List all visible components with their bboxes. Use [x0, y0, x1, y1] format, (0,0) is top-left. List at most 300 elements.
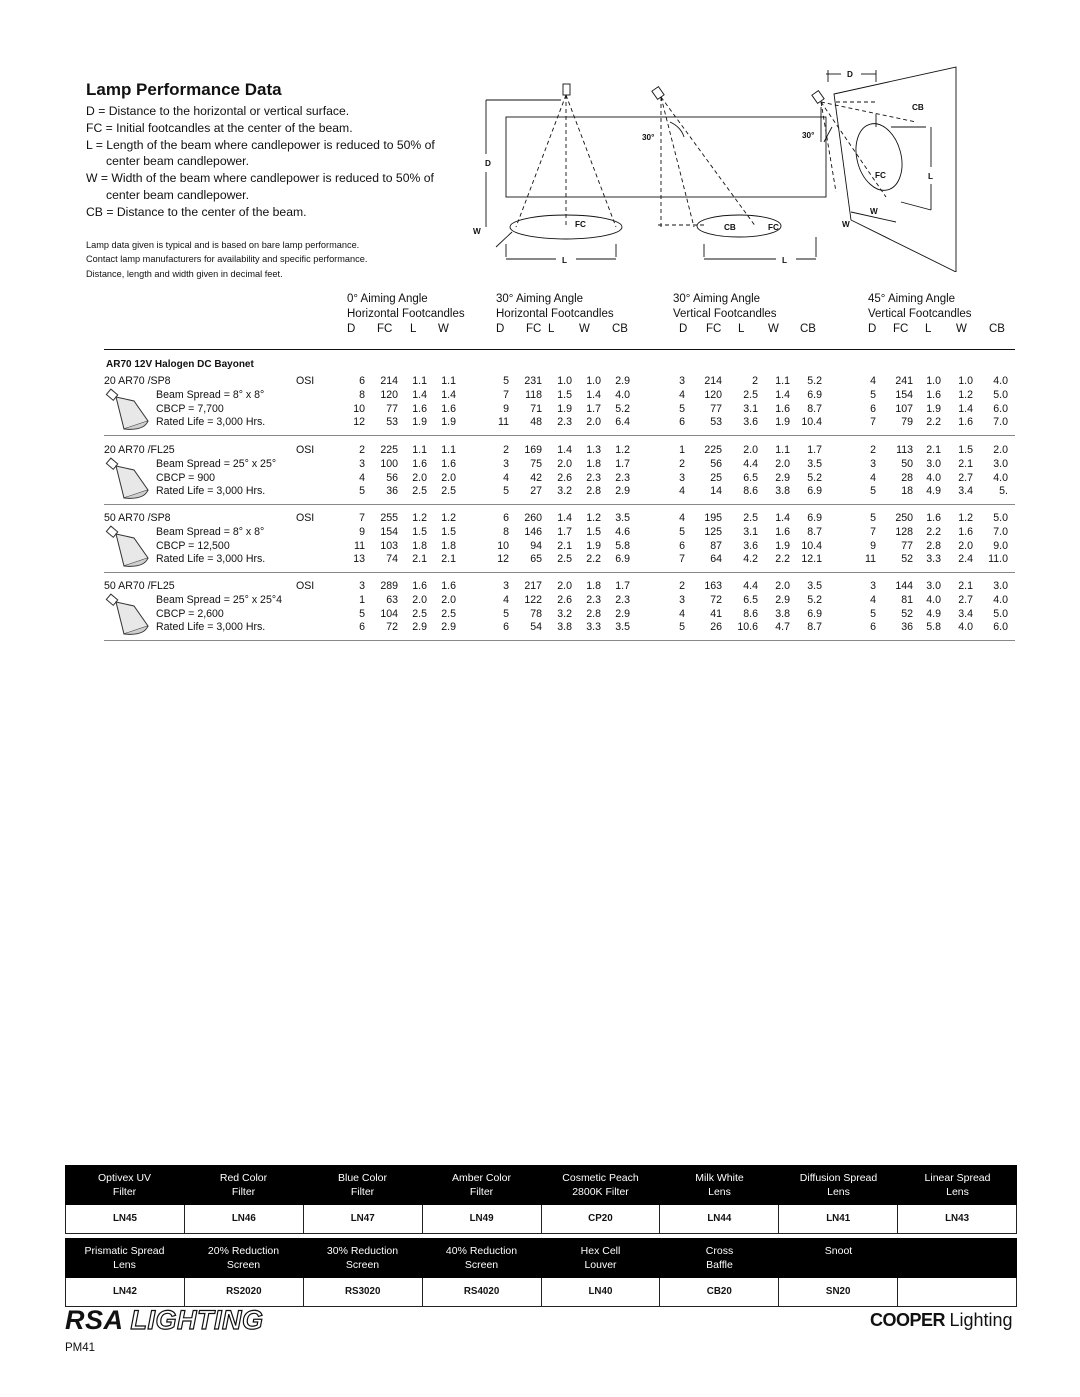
table-cell: 78 [530, 607, 542, 620]
note-line: Contact lamp manufacturers for availability and specific performance. [86, 254, 368, 265]
table-cell: 1.2 [958, 512, 973, 524]
table-cell: 1.0 [958, 375, 973, 387]
table-cell: 5 [870, 388, 876, 401]
table-cell: 11 [498, 416, 509, 429]
table-cell: 1.4 [441, 388, 456, 401]
table-cell: 4 [870, 471, 876, 484]
table-cell: 1.8 [412, 539, 427, 552]
table-cell: 14 [710, 485, 722, 498]
table-cell: 94 [530, 539, 542, 552]
table-cell: 1.7 [557, 525, 572, 538]
accessory-code: LN44 [660, 1205, 779, 1233]
accessory-type: Screen [226, 1259, 261, 1271]
accessory-name: Blue Color [337, 1172, 388, 1184]
table-cell: 3.4 [958, 485, 973, 498]
table-cell: 6.9 [807, 388, 822, 401]
accessory-code: LN42 [66, 1278, 185, 1306]
table-cell: 1.5 [557, 388, 572, 401]
table-cell: 11.0 [988, 553, 1008, 566]
table-cell: 5 [679, 621, 685, 634]
table-cell: 72 [386, 621, 398, 634]
table-cell: 2 [679, 457, 685, 470]
table-cell: 128 [895, 525, 913, 538]
accessory-type: 2800K Filter [572, 1186, 629, 1198]
accessory-code: LN47 [304, 1205, 423, 1233]
table-cell: 2.9 [615, 375, 630, 387]
table-cell: 2 [870, 444, 876, 456]
accessory-type: Screen [464, 1259, 499, 1271]
table-cell: 75 [530, 457, 542, 470]
table-cell: 1.9 [775, 539, 790, 552]
table-cell: 2.9 [412, 621, 427, 634]
table-cell: 2.4 [958, 553, 973, 566]
table-cell: 74 [386, 553, 398, 566]
table-cell: 2.5 [743, 512, 758, 524]
table-cell: 2.8 [586, 485, 601, 498]
table-cell: 1.1 [441, 375, 456, 387]
table-cell: 6.0 [993, 621, 1008, 634]
table-cell: 4 [870, 375, 876, 387]
accessory-type: Filter [231, 1186, 256, 1198]
page-code: PM41 [65, 1342, 96, 1354]
accessory-code: SN20 [779, 1278, 898, 1306]
table-cell: 3.5 [807, 580, 822, 592]
label-w: W [473, 227, 481, 236]
table-cell: 6 [679, 416, 685, 429]
table-cell: 48 [530, 416, 542, 429]
table-cell: 2.8 [926, 539, 941, 552]
table-cell: 1.6 [441, 402, 456, 415]
lamp-spec: CBCP = 900 [156, 471, 215, 484]
accessory-label [541, 1165, 660, 1205]
table-cell: 87 [710, 539, 722, 552]
table-cell: 77 [901, 539, 913, 552]
table-cell: 8 [359, 388, 365, 401]
table-cell: 214 [704, 375, 722, 387]
table-cell: 1.2 [441, 512, 456, 524]
table-cell: 8.7 [807, 402, 822, 415]
table-cell: 2.3 [615, 593, 630, 606]
table-cell: 3.0 [926, 580, 941, 592]
table-cell: 1.8 [441, 539, 456, 552]
lamp-spec: Beam Spread = 8° x 8° [156, 525, 265, 538]
table-cell: 5.8 [926, 621, 941, 634]
lamp-spec: Rated Life = 3,000 Hrs. [156, 553, 266, 566]
table-cell: 4.0 [958, 621, 973, 634]
table-cell: 1.5 [586, 525, 601, 538]
table-cell: 50 [901, 457, 913, 470]
table-cell: 104 [380, 607, 398, 620]
table-cell: 1.4 [586, 388, 601, 401]
note-line: Lamp data given is typical and is based on bare lamp performance. [86, 240, 360, 250]
table-cell: 1.3 [586, 444, 601, 456]
table-cell: 2.0 [441, 593, 456, 606]
table-cell: 52 [901, 607, 913, 620]
table-cell: 154 [895, 388, 913, 401]
table-cell: 3.5 [615, 512, 630, 524]
table-cell: 5. [999, 485, 1008, 498]
table-cell: 1.8 [586, 457, 601, 470]
table-cell: 9.0 [993, 539, 1008, 552]
table-cell: 4.0 [926, 471, 941, 484]
table-cell: 7 [870, 416, 876, 429]
table-cell: 5.2 [807, 593, 822, 606]
table-cell: 2.0 [412, 593, 427, 606]
table-cell: 5.2 [615, 402, 630, 415]
column-header: FC [706, 323, 722, 335]
table-cell: 1.6 [958, 525, 973, 538]
table-cell: 12.1 [801, 553, 822, 566]
table-cell: 2.0 [412, 471, 427, 484]
accessory-code: LN49 [423, 1205, 542, 1233]
table-cell: 2.0 [958, 539, 973, 552]
table-cell: 13 [353, 553, 365, 566]
table-cell: 2.5 [557, 553, 572, 566]
label-30: 30° [802, 131, 815, 140]
beam-ellipse-2 [849, 118, 909, 195]
table-cell: 1.2 [412, 512, 427, 524]
label-fc: FC [768, 223, 779, 232]
lamp-spec: Beam Spread = 25° x 25° [156, 457, 277, 470]
accessory-label [184, 1238, 303, 1278]
table-cell: 125 [704, 525, 722, 538]
table-cell: 4.7 [775, 621, 790, 634]
table-cell: 5 [679, 402, 685, 415]
table-cell: 6.5 [743, 593, 758, 606]
table-cell: 42 [530, 471, 542, 484]
accessory-label [303, 1165, 422, 1205]
table-cell: 26 [710, 621, 722, 634]
lamp-icon [104, 387, 154, 433]
label-w: W [842, 220, 850, 229]
group-angle: 0° Aiming Angle [347, 293, 428, 305]
group-type: Horizontal Footcandles [496, 308, 614, 320]
table-cell: 1.6 [412, 580, 427, 592]
table-cell: 3.8 [775, 485, 790, 498]
surface-box [506, 117, 826, 197]
accessory-name: Red Color [219, 1172, 268, 1184]
table-cell: 2 [752, 375, 758, 387]
accessory-name: 40% Reduction [445, 1245, 518, 1257]
table-cell: 1.6 [775, 402, 790, 415]
table-cell: 1.7 [615, 580, 630, 592]
accessory-label [422, 1238, 541, 1278]
lamp-name: 50 AR70 /SP8 [104, 512, 171, 524]
table-cell: 100 [380, 457, 398, 470]
table-cell: 5.8 [615, 539, 630, 552]
table-cell: 2.5 [412, 607, 427, 620]
table-cell: 2.0 [586, 416, 601, 429]
table-cell: 2.7 [958, 471, 973, 484]
table-cell: 2.1 [926, 444, 941, 456]
table-cell: 1.4 [775, 512, 790, 524]
table-cell: 6.9 [807, 512, 822, 524]
table-cell: 103 [380, 539, 398, 552]
accessory-name: Amber Color [452, 1172, 511, 1184]
section-title: AR70 12V Halogen DC Bayonet [106, 359, 254, 370]
column-header: D [868, 323, 877, 335]
lamp-name: 20 AR70 /SP8 [104, 375, 171, 387]
table-cell: 4 [679, 388, 685, 401]
table-cell: 25 [710, 471, 722, 484]
table-cell: 2.0 [743, 444, 758, 456]
label-cb: CB [724, 223, 736, 232]
accessory-name: Hex Cell [580, 1245, 621, 1257]
accessory-label [660, 1238, 779, 1278]
table-cell: 3.6 [743, 539, 758, 552]
label-l: L [562, 256, 568, 265]
lamp-manufacturer: OSI [296, 512, 315, 524]
label-cb: CB [912, 103, 924, 112]
table-cell: 2.5 [743, 388, 758, 401]
table-cell: 6 [503, 512, 509, 524]
accessory-label [541, 1238, 660, 1278]
table-cell: 56 [386, 471, 398, 484]
table-cell: 1.7 [586, 402, 601, 415]
rsa-lighting-logo [65, 1305, 264, 1336]
accessory-code: CP20 [542, 1205, 661, 1233]
group-angle: 45° Aiming Angle [868, 293, 956, 305]
table-cell: 120 [380, 388, 398, 401]
table-cell: 36 [386, 485, 398, 498]
table-cell: 1.0 [557, 375, 572, 387]
accessory-name: 20% Reduction [207, 1245, 280, 1257]
table-cell: 8 [503, 525, 509, 538]
table-cell: 163 [704, 580, 722, 592]
table-cell: 65 [530, 553, 542, 566]
table-cell: 7 [503, 388, 509, 401]
beam-diagram [456, 62, 976, 272]
table-cell: 4.4 [743, 457, 758, 470]
table-cell: 217 [524, 580, 542, 592]
lamp-name: 20 AR70 /FL25 [104, 444, 175, 456]
table-cell: 3 [870, 457, 876, 470]
table-cell: 225 [380, 444, 398, 456]
table-cell: 4 [679, 485, 685, 498]
accessory-code: RS2020 [185, 1278, 304, 1306]
table-cell: 3.0 [926, 457, 941, 470]
column-header: CB [800, 323, 816, 335]
table-cell: 3.1 [743, 402, 758, 415]
accessory-type: Lens [708, 1186, 731, 1198]
table-cell: 118 [525, 388, 542, 401]
table-cell: 52 [901, 553, 913, 566]
table-cell: 36 [901, 621, 913, 634]
table-cell: 2.3 [615, 471, 630, 484]
table-cell: 2.3 [557, 416, 572, 429]
table-cell: 4.6 [615, 525, 630, 538]
lamp-spec: Beam Spread = 25° x 25°4 [156, 593, 282, 606]
table-cell: 2.5 [441, 485, 456, 498]
table-cell: 3 [503, 580, 509, 592]
column-header: W [579, 323, 590, 335]
table-cell: 4.0 [993, 593, 1008, 606]
logo-text: Lighting [949, 1310, 1013, 1330]
label-l: L [928, 172, 934, 181]
lamp-spec: Rated Life = 3,000 Hrs. [156, 416, 266, 429]
table-cell: 107 [895, 402, 913, 415]
table-cell: 4.4 [743, 580, 758, 592]
table-cell: 56 [710, 457, 722, 470]
table-cell: 3.1 [743, 525, 758, 538]
table-cell: 12 [353, 416, 365, 429]
table-cell: 195 [704, 512, 722, 524]
table-cell: 3.3 [926, 553, 941, 566]
table-cell: 113 [896, 444, 913, 456]
lamp-symbol-0 [563, 84, 570, 95]
table-cell: 6.5 [743, 471, 758, 484]
table-cell: 18 [901, 485, 913, 498]
accessory-name: Snoot [824, 1245, 853, 1257]
accessory-code: LN40 [542, 1278, 661, 1306]
table-cell: 1.4 [557, 512, 572, 524]
column-header: W [956, 323, 967, 335]
table-cell: 1.9 [412, 416, 427, 429]
accessory-type: Screen [345, 1259, 380, 1271]
table-cell: 260 [524, 512, 542, 524]
table-cell: 3.5 [615, 621, 630, 634]
table-cell: 4 [679, 607, 685, 620]
label-d: D [485, 159, 491, 168]
table-cell: 6.9 [807, 607, 822, 620]
table-cell: 1 [359, 593, 365, 606]
accessory-name: Diffusion Spread [799, 1172, 878, 1184]
accessory-label [779, 1165, 898, 1205]
accessory-label [65, 1238, 184, 1278]
table-cell: 6 [870, 402, 876, 415]
accessory-code: CB20 [660, 1278, 779, 1306]
table-cell: 9 [503, 402, 509, 415]
table-cell: 3 [870, 580, 876, 592]
table-cell: 64 [710, 553, 722, 566]
table-cell: 3 [359, 580, 365, 592]
label-w: W [870, 207, 878, 216]
table-cell: 144 [895, 580, 913, 592]
table-cell: 2.0 [775, 457, 790, 470]
table-cell: 2.9 [441, 621, 456, 634]
lamp-manufacturer: OSI [296, 375, 315, 387]
lamp-manufacturer: OSI [296, 444, 315, 456]
lamp-name: 50 AR70 /FL25 [104, 580, 175, 592]
column-header: L [738, 323, 745, 335]
label-30: 30° [642, 133, 655, 142]
definition-d: D = Distance to the horizontal or vertical surface. [86, 104, 350, 118]
table-cell: 2.2 [586, 553, 601, 566]
table-cell: 6.4 [615, 416, 630, 429]
table-cell: 77 [386, 402, 398, 415]
table-cell: 1.9 [441, 416, 456, 429]
table-cell: 4 [870, 593, 876, 606]
table-cell: 2.0 [441, 471, 456, 484]
table-cell: 2.9 [615, 607, 630, 620]
accessory-type: Filter [112, 1186, 137, 1198]
table-cell: 1.4 [775, 388, 790, 401]
table-cell: 3 [359, 457, 365, 470]
table-cell: 289 [380, 580, 398, 592]
table-cell: 8.6 [743, 607, 758, 620]
accessory-type: Louver [584, 1259, 617, 1271]
table-cell: 231 [524, 375, 542, 387]
table-cell: 27 [530, 485, 542, 498]
accessory-code: LN46 [185, 1205, 304, 1233]
table-cell: 5 [870, 485, 876, 498]
table-cell: 1 [679, 444, 685, 456]
table-cell: 255 [380, 512, 398, 524]
table-cell: 2.0 [775, 580, 790, 592]
table-cell: 9 [359, 525, 365, 538]
table-cell: 1.4 [557, 444, 572, 456]
table-cell: 225 [704, 444, 722, 456]
table-cell: 1.4 [412, 388, 427, 401]
table-cell: 5 [503, 607, 509, 620]
table-cell: 2.1 [557, 539, 572, 552]
table-cell: 3.0 [993, 457, 1008, 470]
table-cell: 120 [704, 388, 722, 401]
lamp-icon [104, 524, 154, 570]
row-rule [104, 572, 1015, 573]
table-cell: 7 [679, 553, 685, 566]
table-cell: 3.8 [557, 621, 572, 634]
table-cell: 1.9 [586, 539, 601, 552]
table-cell: 11 [865, 553, 876, 566]
definition-l: L = Length of the beam where candlepower is reduced to 50% of center beam candlepower. [86, 137, 435, 169]
table-cell: 4 [679, 512, 685, 524]
table-cell: 81 [901, 593, 913, 606]
table-cell: 3 [679, 593, 685, 606]
table-cell: 3.3 [586, 621, 601, 634]
table-cell: 2.6 [557, 471, 572, 484]
table-cell: 1.2 [615, 444, 630, 456]
accessory-name: Prismatic Spread [84, 1245, 165, 1257]
table-cell: 2.2 [926, 416, 941, 429]
table-cell: 6.0 [993, 402, 1008, 415]
table-cell: 6 [359, 375, 365, 387]
lamp-spec: CBCP = 2,600 [156, 607, 224, 620]
table-cell: 1.6 [441, 457, 456, 470]
data-note [86, 238, 456, 281]
column-header: W [438, 323, 449, 335]
accessory-code: LN43 [945, 1213, 970, 1224]
table-cell: 5.0 [993, 512, 1008, 524]
column-header: D [347, 323, 356, 335]
table-cell: 2.3 [586, 471, 601, 484]
accessory-code: LN41 [779, 1205, 898, 1233]
table-cell: 2 [503, 444, 509, 456]
accessory-name: Cosmetic Peach [562, 1172, 639, 1184]
table-cell: 79 [901, 416, 913, 429]
table-cell: 1.9 [775, 416, 790, 429]
column-header: D [679, 323, 688, 335]
table-cell: 146 [524, 525, 542, 538]
table-cell: 3.4 [958, 607, 973, 620]
lamp-spec: Beam Spread = 8° x 8° [156, 388, 265, 401]
table-cell: 1.1 [775, 375, 790, 387]
table-cell: 6.9 [615, 553, 630, 566]
table-cell: 2.9 [775, 593, 790, 606]
table-cell: 2.0 [557, 457, 572, 470]
table-cell: 7.0 [993, 525, 1008, 538]
table-cell: 1.6 [775, 525, 790, 538]
group-type: Vertical Footcandles [673, 308, 777, 320]
table-cell: 4.2 [743, 553, 758, 566]
table-cell: 2 [679, 580, 685, 592]
table-cell: 1.6 [441, 580, 456, 592]
table-cell: 5 [359, 607, 365, 620]
table-cell: 4.0 [993, 375, 1008, 387]
table-cell: 122 [524, 593, 542, 606]
table-cell: 8.7 [807, 621, 822, 634]
table-cell: 2.0 [557, 580, 572, 592]
